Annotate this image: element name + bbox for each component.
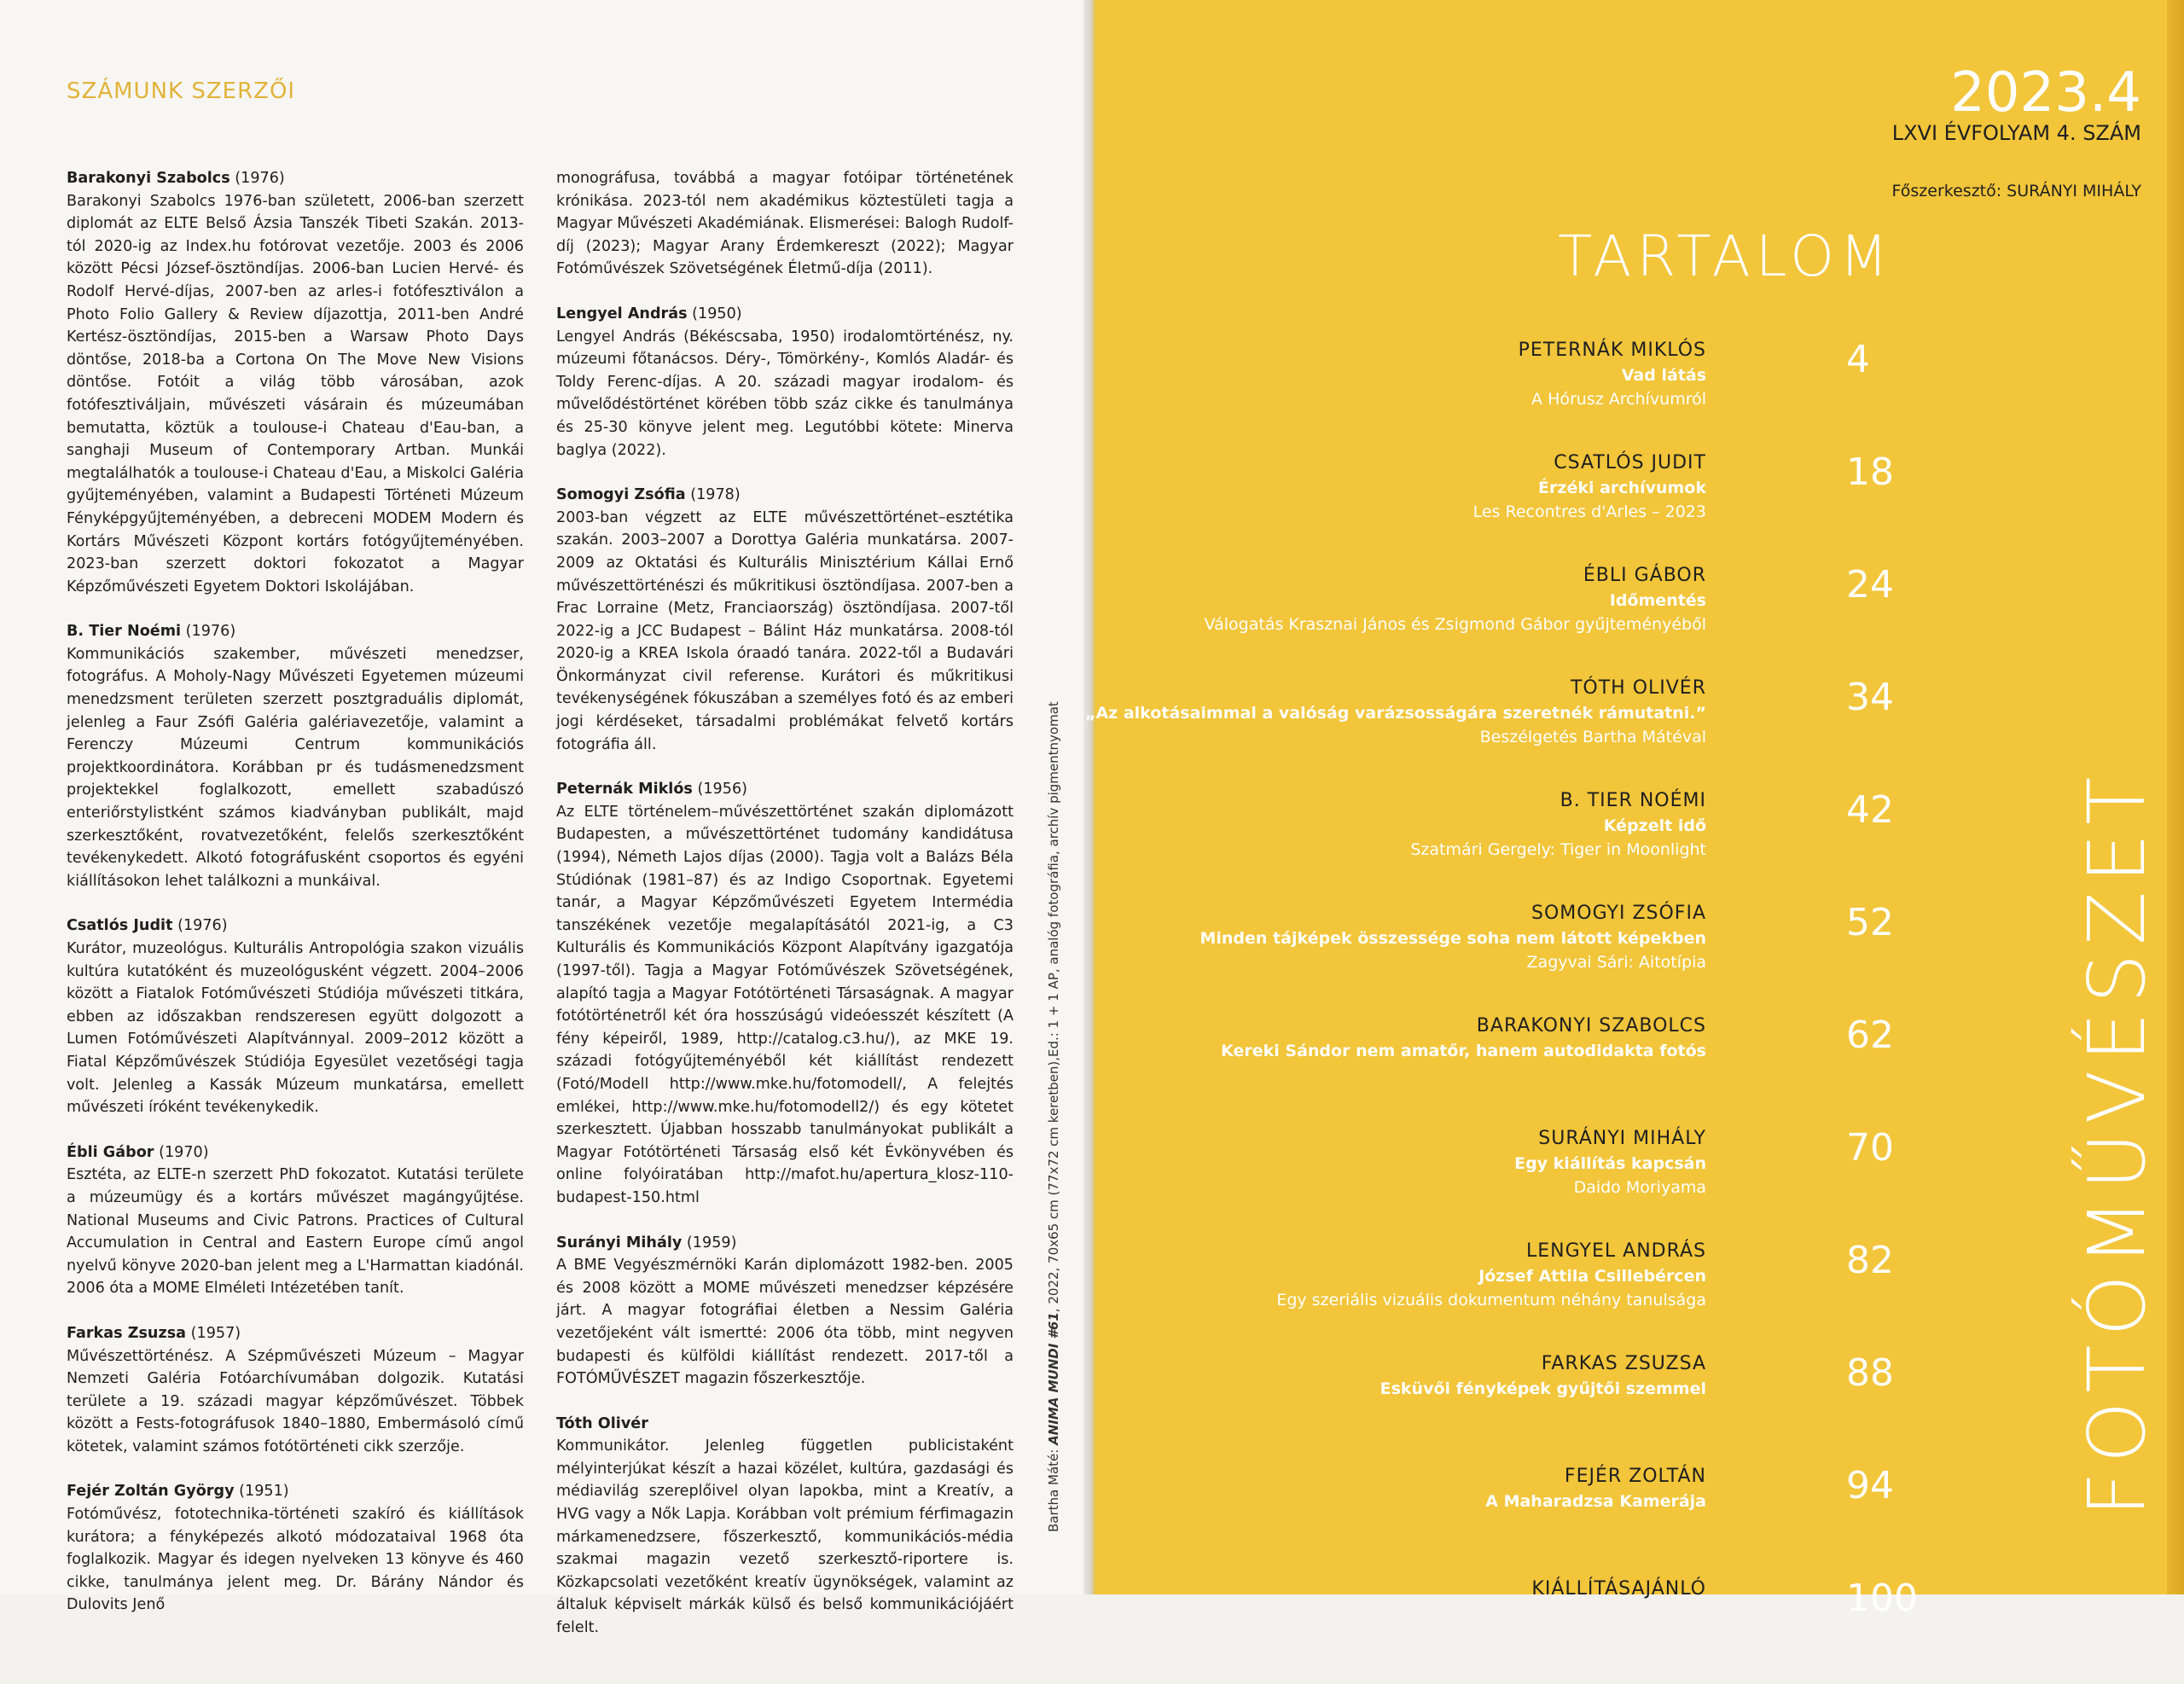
toc-entry-text xyxy=(1531,1578,1706,1600)
toc-entry-text xyxy=(1514,1128,1706,1197)
author-year: (1951) xyxy=(234,1483,289,1501)
author-heading xyxy=(67,1141,524,1164)
toc-entry[interactable] xyxy=(1084,671,1894,783)
author-bio xyxy=(67,1480,524,1617)
author-year: (1976) xyxy=(229,170,285,187)
author-bio xyxy=(556,303,1014,462)
toc-author: PETERNÁK MIKLÓS xyxy=(1518,340,1706,361)
author-heading xyxy=(67,620,524,643)
author-heading xyxy=(556,1232,1014,1255)
author-name: Tóth Olivér xyxy=(556,1414,648,1432)
author-bio-text: monográfusa, továbbá a magyar fotóipar történetének krónikása. 2023-tól nem akadémikus köztestületi tagja a Magyar Művészeti Akadémiának. Elismerései: Balogh Rudolf-díj (2023); Magyar Arany Érdemkereszt (2022); Magyar Fotóművészek Szövetségének Életmű-díja (2011). xyxy=(556,170,1014,278)
author-bio-text: Művészettörténész. A Szépművészeti Múzeum – Magyar Nemzeti Galéria Fotóarchívumában dolgozik. Kutatási területe a 19. századi magyar képzőművészet. Többek között a Fests-fotográfusok 1840–1880, Embermásoló című kötetek, valamint számos fotótörténeti cikk szerzője. xyxy=(67,1347,524,1455)
toc-page-number: 52 xyxy=(1846,901,1894,944)
toc-sub: Válogatás Krasznai János és Zsigmond Gábor gyűjteményéből xyxy=(1204,615,1706,634)
toc-page-number: 34 xyxy=(1846,676,1894,719)
author-bio-text: Kurátor, muzeológus. Kulturális Antropológia szakon vizuális kultúra kutatóként és muzeológusként végzett. 2004–2006 között a Fiatalok Fotóművészeti Stúdiója művészeti titkára, ebben az időszakban rendszeresen együtt dolgozott a Lumen Fotóművészeti Alapítvánnyal. 2009–2012 között a Fiatal Képzőművészek Stúdiója Egyesület vezetőségi tagja volt. Jelenleg a Kassák Múzeum munkatársa, emellett művészeti íróként tevékenykedik. xyxy=(67,940,524,1117)
photo-credit-details: , 2022, 70x65 cm (77x72 cm keretben),Ed.: 1 + 1 AP, analóg fotográfia, archív pigmentnyomat xyxy=(1046,701,1061,1313)
toc-entry-text xyxy=(1221,1015,1706,1060)
author-year: (1950) xyxy=(687,305,742,322)
toc-article: Vad látás xyxy=(1621,366,1706,385)
editor-label: Főszerkesztő: SURÁNYI MIHÁLY xyxy=(1891,182,2141,200)
author-bio xyxy=(556,1232,1014,1391)
toc-sub: Beszélgetés Bartha Mátéval xyxy=(1479,728,1706,746)
toc-entry[interactable] xyxy=(1194,1346,1894,1459)
toc-author: SURÁNYI MIHÁLY xyxy=(1538,1128,1706,1149)
toc-author: SOMOGYI ZSÓFIA xyxy=(1531,903,1706,924)
author-heading xyxy=(556,1413,1014,1436)
toc-entry[interactable] xyxy=(1194,783,1894,896)
author-bio-text: Fotóművész, fototechnika-történeti szakíró és kiállítások kurátora; a fényképezés alkotó módozataival 1968 óta foglalkozik. Magyar és idegen nyelveken 13 könyve és 460 cikke, tanulmánya jelent meg. Dr. Bárány Nándor és Dulovits Jenő xyxy=(67,1506,524,1614)
author-year: (1970) xyxy=(154,1143,209,1161)
author-name: Csatlós Judit xyxy=(67,917,173,935)
toc-entry[interactable] xyxy=(1194,1008,1894,1121)
page-edge xyxy=(2167,0,2184,1594)
author-name: Surányi Mihály xyxy=(556,1234,682,1251)
toc-entry-text xyxy=(1519,340,1706,409)
author-year: (1956) xyxy=(692,781,748,798)
author-year: (1959) xyxy=(682,1234,737,1251)
toc-article: Képzelt idő xyxy=(1603,816,1706,835)
author-bio-text: A BME Vegyészmérnöki Karán diplomázott 1982-ben. 2005 és 2008 között a MOME művészeti menedzser képzésére járt. A magyar fotográfiai életben a Nessim Galéria vezetőjeként vált ismertté: 2006 óta több, mint negyven budapesti és külföldi kiállítást rendezett. 2017-től a FOTÓMŰVÉSZET magazin főszerkesztője. xyxy=(556,1257,1014,1388)
author-bio xyxy=(67,1141,524,1300)
toc-entry[interactable] xyxy=(1194,1571,1918,1684)
toc-author: CSATLÓS JUDIT xyxy=(1554,452,1706,473)
toc-entry-text xyxy=(1276,1240,1706,1309)
author-name: Peternák Miklós xyxy=(556,781,693,798)
author-bio xyxy=(556,778,1014,1209)
toc-sub: Zagyvai Sári: Aitotípia xyxy=(1526,953,1706,972)
section-title: SZÁMUNK SZERZŐI xyxy=(67,78,296,104)
toc-entry[interactable] xyxy=(1194,896,1894,1008)
toc-author: BARAKONYI SZABOLCS xyxy=(1476,1015,1706,1037)
toc-article: József Attila Csillebércen xyxy=(1478,1267,1706,1286)
toc-entry[interactable] xyxy=(1194,1121,1894,1234)
toc-entry[interactable] xyxy=(1194,558,1894,671)
toc-sub: Daido Moriyama xyxy=(1573,1178,1706,1197)
author-bio xyxy=(556,167,1014,281)
author-bio xyxy=(67,167,524,598)
toc-sub: Szatmári Gergely: Tiger in Moonlight xyxy=(1410,840,1706,859)
author-bio-text: Esztéta, az ELTE-n szerzett PhD fokozatot. Kutatási területe a múzeumügy és a kortárs művészet magángyűjtése. National Museums and Civic Patrons. Practices of Cultural Accumulation in Central and Eastern Europe című angol nyelvű könyve 2020-ban jelent meg a L'Harmattan kiadónál. 2006 óta a MOME Elméleti Intézetében tanít. xyxy=(67,1166,524,1298)
author-heading xyxy=(67,915,524,938)
volume-label: LXVI ÉVFOLYAM 4. SZÁM xyxy=(1891,121,2141,145)
author-bio-text: Kommunikátor. Jelenleg független publicistaként mélyinterjúkat készít a hazai közélet, kultúra, gazdasági és médiavilág szereplőivel olyan lapokba, mint a Kreatív, a HVG vagy a Nők Lapja. Korábban volt prémium férfimagazin márkamenedzsere, főszerkesztő, kommunikációs-média szakmai magazin vezető szerkesztő-riportere is. Közkapcsolati vezetőként kreatív ügynökségek, valamint az általuk képviselt márkák külső és belső kommunikációjáért felelt. xyxy=(556,1437,1014,1637)
toc-entry[interactable] xyxy=(1194,445,1894,558)
toc-page-number: 70 xyxy=(1846,1126,1894,1170)
photo-credit-prefix: Bartha Máté: xyxy=(1046,1444,1061,1532)
toc-page-number: 94 xyxy=(1846,1464,1894,1507)
photo-credit-title: ANIMA MUNDI #61 xyxy=(1046,1312,1061,1445)
author-heading xyxy=(556,484,1014,507)
author-heading xyxy=(556,303,1014,326)
toc-entry-text xyxy=(1085,677,1706,746)
author-bio-text: Kommunikációs szakember, művészeti menedzser, fotográfus. A Moholy-Nagy Művészeti Egyetemen múzeumi menedzsment területen szerzett posztgraduális diplomát, jelenleg a Faur Zsófi Galéria galériavezetője, valamint a Ferenczy Múzeumi Centrum kommunikációs projektkoordinátora. Korábban pr és tudásmenedzsment projektekkel foglalkozott, emellett szabadúszó enteriőrstylistként számos kiadványban publikált, majd szerkesztőként, rovatvezetőként, felelős szerkesztőként tevékenykedett. Alkotó fotográfusként csoportos és egyéni kiállításokon lehet találkozni a munkáival. xyxy=(67,645,524,890)
toc-page-number: 42 xyxy=(1846,788,1894,832)
author-name: Lengyel András xyxy=(556,305,688,322)
author-year: (1978) xyxy=(685,486,741,504)
toc-sub: A Hórusz Archívumról xyxy=(1531,390,1706,409)
page-gutter xyxy=(1083,0,1095,1594)
toc-author: LENGYEL ANDRÁS xyxy=(1525,1240,1706,1262)
author-bio-text: Barakonyi Szabolcs 1976-ban született, 2006-ban szerzett diplomát az ELTE Belső Ázsia Tanszék Tibeti Szakán. 2013-tól 2020-ig az Index.hu fotórovat vezetője. 2003 és 2006 között Pécsi József-ösztöndíjas. 2006-ban Lucien Hervé- és Rodolf Hervé-díjas, 2007-ben az arles-i fotófesztiválon a Photo Folio Gallery & Review díjazottja, 2011-ben André Kertész-ösztöndíjas, 2015-ben a Warsaw Photo Days döntőse, 2018-ba a Cortona On The Move New Visions döntőse. Fotóit a világ több városában, azok fotófesztiváljain, művészeti vásárain és múzeumában bemutatta, köztük a toulouse-i Chateau d'Eau-ban, a sanghaji Museum of Contemporary Artban. Munkái megtalálhatók a toulouse-i Chateau d'Eau, a Miskolci Galéria gyűjteményében, valamint a Budapesti Történeti Múzeum Fényképgyűjteményében, a debreceni MODEM Modern és Kortárs Művészeti Központ kortárs fotógyűjteményében. 2023-ban szerzett doktori fokozatot a Magyar Képzőművészeti Egyetem Doktori Iskolájában. xyxy=(67,192,524,595)
author-heading xyxy=(556,778,1014,801)
author-name: Somogyi Zsófia xyxy=(556,486,686,504)
toc-page-number: 88 xyxy=(1846,1351,1894,1395)
author-year: (1976) xyxy=(172,917,228,935)
author-year: (1957) xyxy=(186,1324,241,1342)
toc-article: A Maharadzsa Kamerája xyxy=(1485,1492,1706,1511)
toc-entry[interactable] xyxy=(1194,1459,1894,1571)
photo-credit xyxy=(1046,701,1061,1532)
author-name: Barakonyi Szabolcs xyxy=(67,170,230,187)
author-bio xyxy=(67,620,524,892)
table-of-contents xyxy=(1084,333,1918,1684)
toc-author: B. TIER NOÉMI xyxy=(1560,790,1706,811)
issue-number: 2023.4 xyxy=(1950,61,2141,125)
toc-author: ÉBLI GÁBOR xyxy=(1583,565,1706,586)
toc-article: Érzéki archívumok xyxy=(1538,479,1706,497)
author-bio-text: 2003-ban végzett az ELTE művészettörténet–esztétika szakán. 2003–2007 a Dorottya Galéria munkatársa. 2007-2009 az Oktatási és Kulturális Minisztérium Kállai Ernő művészettörténészi és műkritikusi ösztöndíjasa. 2007-ben a Frac Lorraine (Metz, Franciaország) ösztöndíjasa. 2007-től 2022-ig a JCC Budapest – Bálint Ház munkatársa. 2008-tól 2020-ig a KREA Iskola óraadó tanára. 2022-től a Budavári Önkormányzat civil referense. Kurátori és műkritikusi tevékenységének fókuszában a személyes fotó és az emberi jogi kérdéseket, társadalmi problémákat felvető kortárs fotográfia áll. xyxy=(556,508,1014,753)
toc-sub: Les Recontres d'Arles – 2023 xyxy=(1472,502,1706,521)
left-page xyxy=(0,0,1083,1637)
author-bio-text: Az ELTE történelem–művészettörténet szakán diplomázott Budapesten, a művészettörténet tudomány kandidátusa (1994), Németh Lajos díjas (2000). Tagja volt a Balázs Béla Stúdiónak (1981–87) és az Indigo Csoportnak. Egyetemi tanár, a Magyar Képzőművészeti Egyetem Intermédia tanszékének vezetője megalapításától 2021-ig, a C3 Kulturális és Kommunikációs Központ Alapítvány igazgatója (1997-től). Tagja a Magyar Fotóművészek Szövetségének, alapító tagja a Magyar Fotótörténeti Társaságnak. A magyar fotótörténetről két óra hosszúságú videóesszét készített (A fény képeiről, 1989, http://catalog.c3.hu/), az MKE 19. századi fotógyűjteményéből két kiállítást rendezett (Fotó/Modell http://www.mke.hu/fotomodell/, A felejtés emlékei, http://www.mke.hu/fotomodell2/) és egy kötetet szerkesztett. Újabban hosszabb tanulmányokat publikált a Magyar Fotótörténeti Társaság első két Évkönyvében és online folyóiratában http://mafot.hu/apertura_klosz-110-budapest-150.html xyxy=(556,803,1014,1206)
toc-page-number: 82 xyxy=(1846,1239,1894,1282)
toc-page-number: 24 xyxy=(1846,563,1894,607)
toc-entry-text xyxy=(1410,790,1706,859)
author-name: Ébli Gábor xyxy=(67,1143,154,1161)
toc-author: TÓTH OLIVÉR xyxy=(1570,677,1706,699)
toc-entry-text xyxy=(1380,1353,1706,1398)
toc-entry[interactable] xyxy=(1194,333,1870,445)
author-name: B. Tier Noémi xyxy=(67,623,182,641)
toc-article: „Az alkotásaimmal a valóság varázsosságára szeretnék rámutatni.” xyxy=(1084,704,1706,723)
toc-page-number: 62 xyxy=(1846,1013,1894,1057)
toc-page-number: 4 xyxy=(1846,338,1870,381)
author-bio xyxy=(556,1413,1014,1640)
toc-article: Időmentés xyxy=(1609,591,1706,610)
author-name: Fejér Zoltán György xyxy=(67,1483,235,1501)
author-bio xyxy=(67,1322,524,1459)
toc-title: TARTALOM xyxy=(1558,224,1894,289)
author-bio xyxy=(556,484,1014,756)
toc-sub: Egy szeriális vizuális dokumentum néhány tanulsága xyxy=(1276,1291,1706,1309)
toc-entry[interactable] xyxy=(1194,1234,1894,1346)
toc-entry-text xyxy=(1205,565,1706,634)
toc-page-number: 18 xyxy=(1846,450,1894,494)
author-heading xyxy=(67,1480,524,1503)
toc-author: KIÁLLÍTÁSAJÁNLÓ xyxy=(1531,1578,1706,1600)
toc-article: Esküvői fényképek gyűjtői szemmel xyxy=(1380,1379,1706,1398)
toc-entry-text xyxy=(1485,1466,1706,1511)
toc-author: FEJÉR ZOLTÁN xyxy=(1564,1466,1706,1487)
author-year: (1976) xyxy=(181,623,236,641)
toc-author: FARKAS ZSUZSA xyxy=(1541,1353,1706,1374)
author-heading xyxy=(67,167,524,190)
toc-article: Kereki Sándor nem amatőr, hanem autodidakta fotós xyxy=(1221,1042,1706,1060)
author-heading xyxy=(67,1322,524,1345)
author-bio xyxy=(67,915,524,1118)
bio-column-1 xyxy=(67,167,524,1639)
toc-entry-text xyxy=(1473,452,1706,521)
bio-column-2 xyxy=(556,167,1014,1662)
author-name: Farkas Zsuzsa xyxy=(67,1324,187,1342)
toc-article: Minden tájképek összessége soha nem látott képekben xyxy=(1199,929,1706,948)
author-bio-text: Lengyel András (Békéscsaba, 1950) irodalomtörténész, ny. múzeumi főtanácsos. Déry-, Tömörkény-, Komlós Aladár- és Toldy Ferenc-díjas. A 20. századi magyar irodalom- és művelődéstörténet körében több száz cikke és tanulmánya és 25-30 könyve jelent meg. Legutóbbi kötete: Minerva baglya (2022). xyxy=(556,328,1014,459)
toc-article: Egy kiállítás kapcsán xyxy=(1514,1154,1706,1173)
toc-page-number: 100 xyxy=(1846,1577,1918,1620)
magazine-brand: FOTÓMŰVÉSZET xyxy=(2071,768,2163,1517)
toc-entry-text xyxy=(1199,903,1706,972)
